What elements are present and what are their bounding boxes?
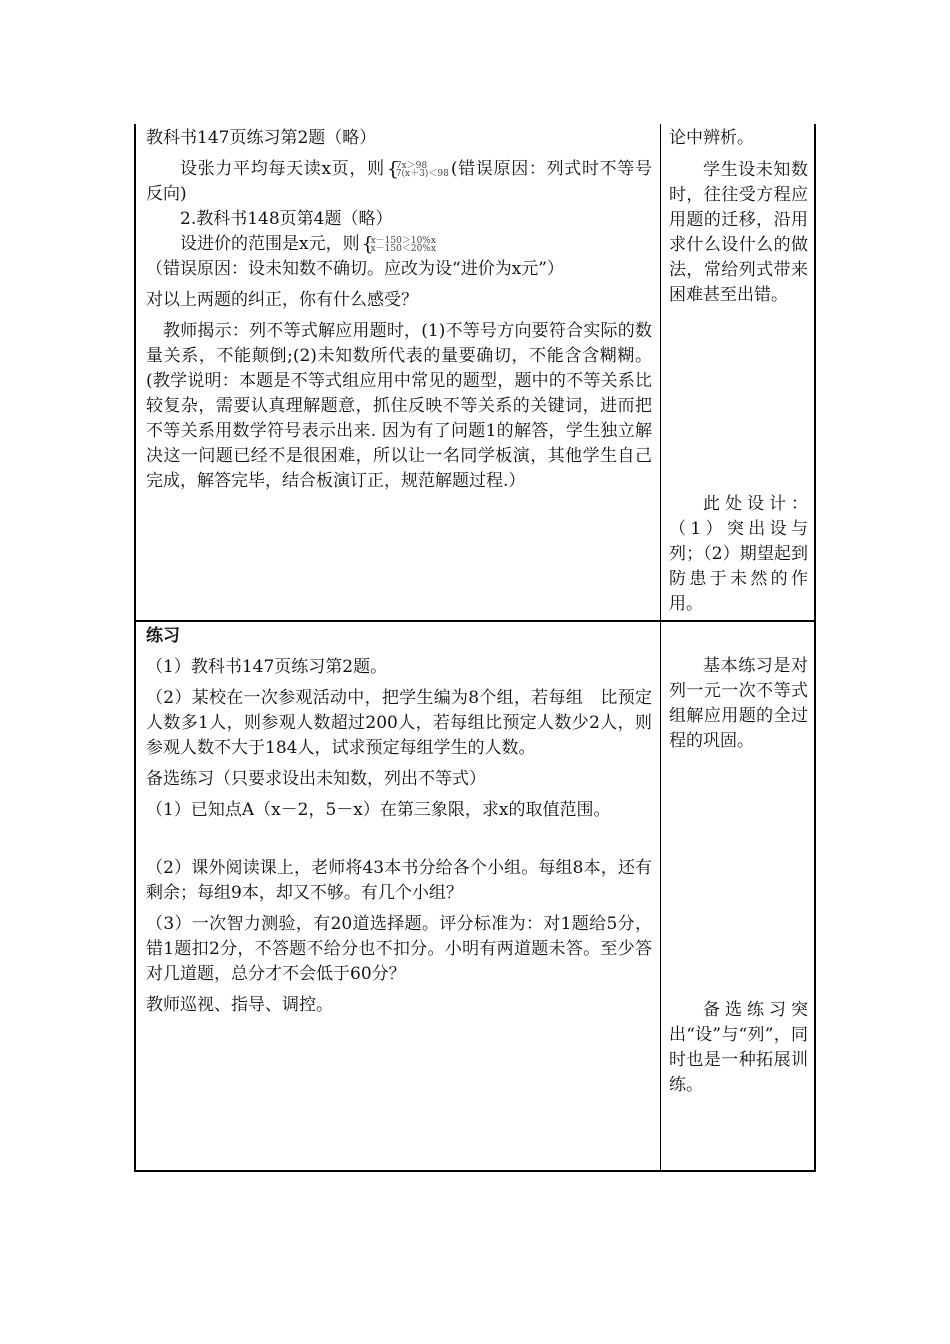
inequality-system: { 7x＞98 7(x＋3)＜98 bbox=[386, 157, 449, 180]
text: (错误原因：列式时不等号反向) bbox=[146, 159, 652, 204]
section-heading: 练习 bbox=[146, 626, 180, 646]
paragraph bbox=[146, 157, 652, 207]
paragraph: 对以上两题的纠正，你有什么感受？ bbox=[146, 290, 418, 310]
text: 设张力平均每天读x页，则 bbox=[180, 159, 385, 179]
paragraph: （2）某校在一次参观活动中，把学生编为8个组，若每组 比预定人数多1人，则参观人数超过200人，若每组比预定人数少2人，则参观人数不大于184人，试求预定每组学生的人数。 bbox=[146, 688, 652, 758]
inequality-line: 7(x＋3)＜98 bbox=[395, 168, 449, 179]
note-text: 备选练习突出“设”与“列”，同时也是一种拓展训练。 bbox=[669, 1000, 808, 1095]
note-cell bbox=[661, 124, 814, 620]
content-cell bbox=[136, 124, 661, 620]
table-row bbox=[134, 124, 816, 620]
paragraph: 2.教科书148页第4题（略） bbox=[180, 209, 393, 229]
paragraph: （错误原因：设未知数不确切。应改为设“进价为x元”） bbox=[146, 259, 564, 279]
inequality-line: 7x＞98 bbox=[395, 160, 428, 171]
note-text: 此处设计：（1）突出设与列；（2）期望起到防患于未然的作用。 bbox=[669, 494, 808, 614]
paragraph: 备选练习（只要求设出未知数，列出不等式） bbox=[146, 769, 486, 789]
inequality-line: x－150＜20%x bbox=[370, 243, 436, 254]
inequality-line: x－150＞10%x bbox=[370, 235, 436, 246]
inequality-system: { x－150＞10%x x－150＜20%x bbox=[361, 232, 436, 255]
paragraph: （1）教科书147页练习第2题。 bbox=[146, 657, 388, 677]
content-cell bbox=[136, 622, 661, 1170]
note-text: 论中辨析。 bbox=[669, 128, 754, 148]
paragraph: （3）一次智力测验，有20道选择题。评分标准为：对1题给5分，错1题扣2分，不答题不给分也不扣分。小明有两道题未答。至少答对几道题，总分才不会低于60分？ bbox=[146, 914, 652, 984]
note-text: 学生设未知数时，往往受方程应用题的迁移，沿用求什么设什么的做法，常给列式带来困难甚至出错。 bbox=[669, 160, 808, 305]
paragraph: （2）课外阅读课上，老师将43本书分给各个小组。每组8本，还有剩余；每组9本，却又不够。有几个小组？ bbox=[146, 858, 652, 903]
paragraph: 教师巡视、指导、调控。 bbox=[146, 995, 333, 1015]
note-text: 基本练习是对列一元一次不等式组解应用题的全过程的巩固。 bbox=[669, 656, 808, 751]
note-cell bbox=[661, 622, 814, 1170]
lesson-table bbox=[134, 124, 816, 1172]
paragraph: （1）已知点A（x－2，5－x）在第三象限，求x的取值范围。 bbox=[146, 800, 611, 820]
text: 设进价的范围是x元，则 bbox=[180, 234, 360, 254]
paragraph bbox=[146, 232, 652, 257]
paragraph: 教师揭示：列不等式解应用题时，(1)不等号方向要符合实际的数量关系，不能颠倒;(2)未知数所代表的量要确切，不能含含糊糊。(教学说明：本题是不等式组应用中常见的题型，题中的不等关系比较复杂，需要认真理解题意，抓住反映不等关系的关键词，进而把不等关系用数学符号表示出来. 因为有了问题1的解答，学生独立解决这一问题已经不是很困难，所以让一名同学板演，其他学生自己完成，解答完毕，结合板演订正，规范解题过程.） bbox=[146, 321, 652, 491]
table-row bbox=[134, 620, 816, 1172]
paragraph: 教科书147页练习第2题（略） bbox=[146, 128, 377, 148]
